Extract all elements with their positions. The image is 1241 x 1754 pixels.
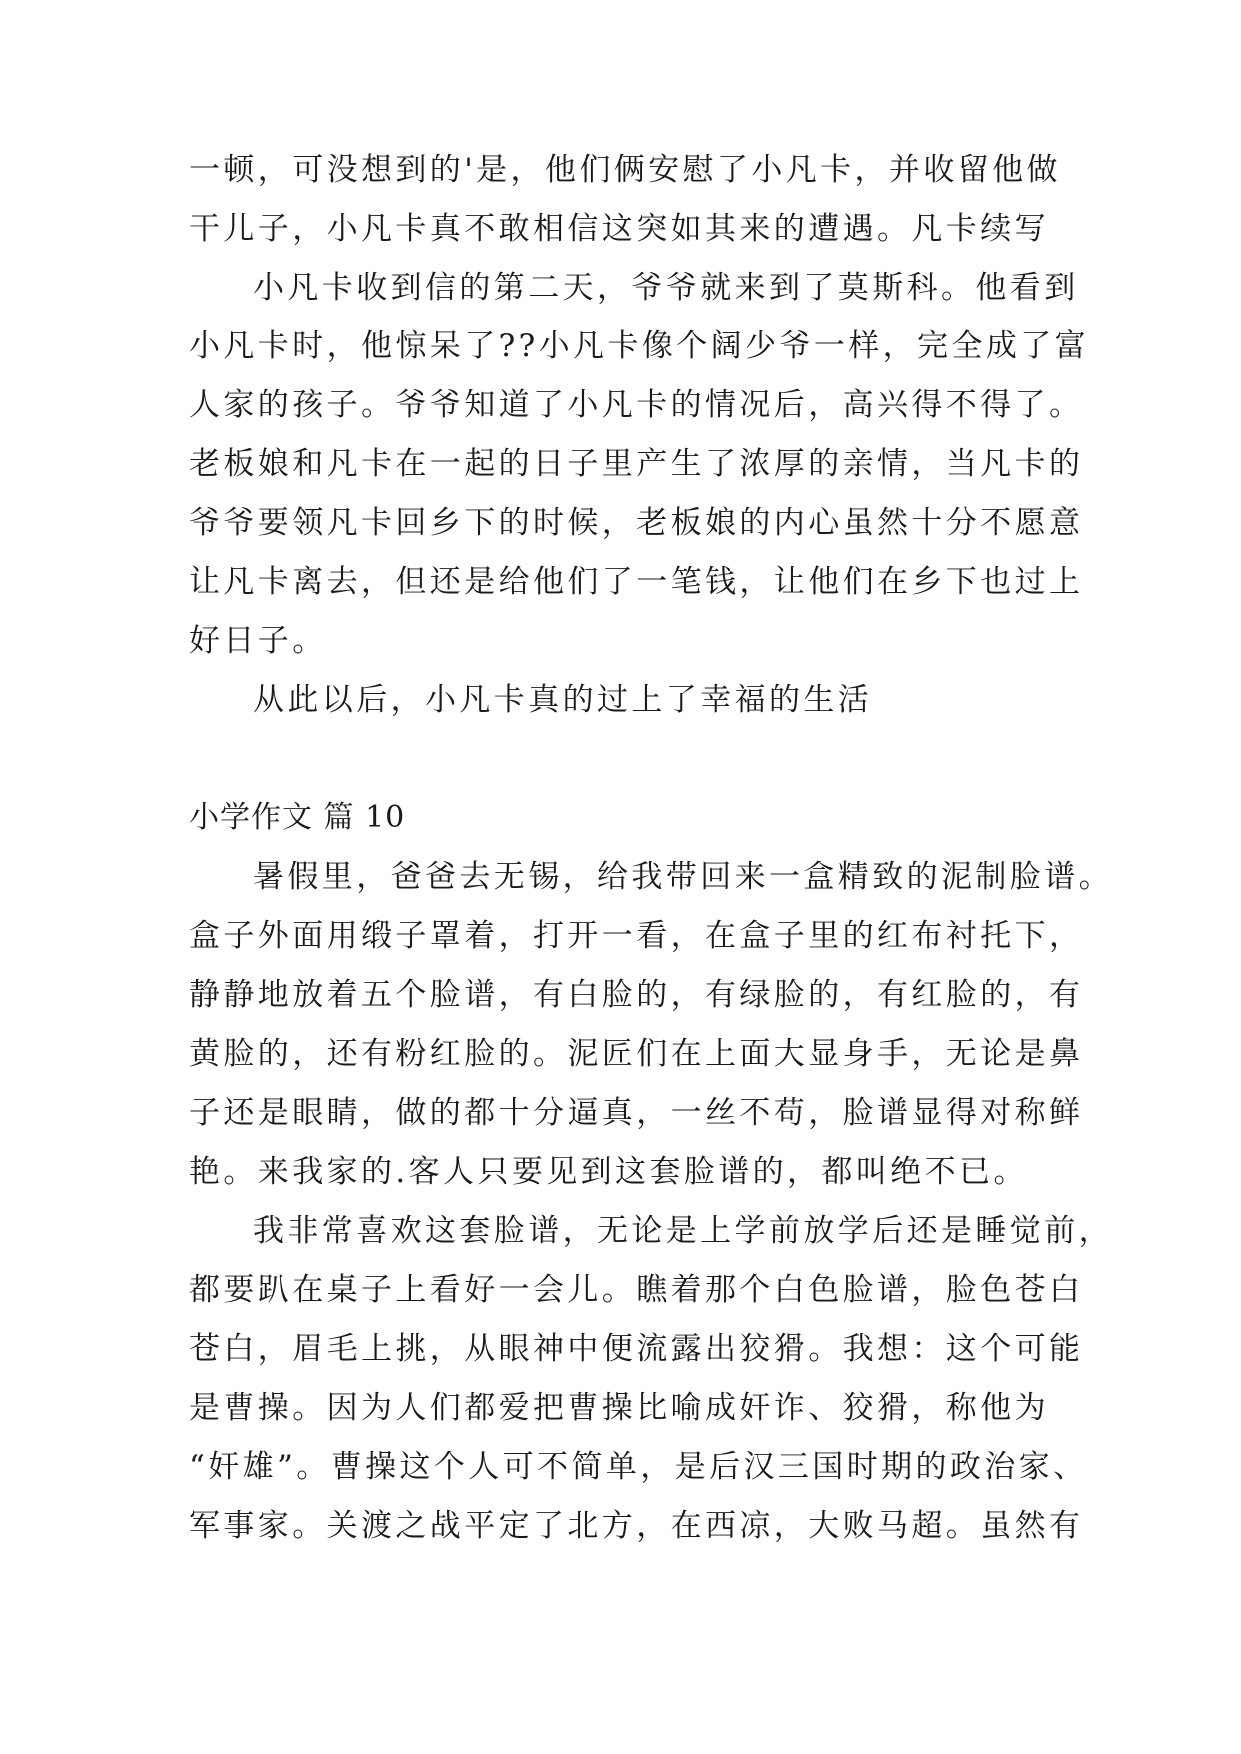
text-line: “奸雄”。曹操这个人可不简单，是后汉三国时期的政治家、 bbox=[189, 1449, 1088, 1485]
text-line: 是曹操。因为人们都爱把曹操比喻成奸诈、狡猾，称他为 bbox=[189, 1390, 1049, 1426]
text-line: 一顿，可没想到的'是，他们俩安慰了小凡卡，并收留他做 bbox=[189, 152, 1061, 188]
text-line: 好日子。 bbox=[189, 623, 327, 659]
text-line: 小凡卡时，他惊呆了??小凡卡像个阔少爷一样，完全成了富 bbox=[189, 328, 1090, 364]
text-line: 让凡卡离去，但还是给他们了一笔钱，让他们在乡下也过上 bbox=[189, 564, 1084, 600]
text-line: 爷爷要领凡卡回乡下的时候，老板娘的内心虽然十分不愿意 bbox=[189, 505, 1084, 541]
text-line: 苍白，眉毛上挑，从眼神中便流露出狡猾。我想：这个可能 bbox=[189, 1331, 1084, 1367]
text-line: 艳。来我家的.客人只要见到这套脸谱的，都叫绝不已。 bbox=[189, 1154, 1028, 1190]
text-line: 盒子外面用缎子罩着，打开一看，在盒子里的红布衬托下， bbox=[189, 918, 1084, 954]
text-line: 静静地放着五个脸谱，有白脸的，有绿脸的，有红脸的，有 bbox=[189, 977, 1084, 1013]
paragraph-first-line: 从此以后，小凡卡真的过上了幸福的生活 bbox=[253, 682, 873, 718]
text-line: 都要趴在桌子上看好一会儿。瞧着那个白色脸谱，脸色苍白 bbox=[189, 1272, 1084, 1308]
paragraph-first-line: 小凡卡收到信的第二天，爷爷就来到了莫斯科。他看到 bbox=[253, 270, 1079, 306]
section-heading: 小学作文 篇 10 bbox=[189, 800, 406, 835]
text-line: 人家的孩子。爷爷知道了小凡卡的情况后，高兴得不得了。 bbox=[189, 387, 1084, 423]
text-line: 子还是眼睛，做的都十分逼真，一丝不苟，脸谱显得对称鲜 bbox=[189, 1095, 1084, 1131]
text-line: 黄脸的，还有粉红脸的。泥匠们在上面大显身手，无论是鼻 bbox=[189, 1036, 1084, 1072]
text-line: 军事家。关渡之战平定了北方，在西凉，大败马超。虽然有 bbox=[189, 1508, 1084, 1544]
text-line: 老板娘和凡卡在一起的日子里产生了浓厚的亲情，当凡卡的 bbox=[189, 446, 1084, 482]
text-line: 干儿子，小凡卡真不敢相信这突如其来的遭遇。凡卡续写 bbox=[189, 211, 1049, 247]
paragraph-first-line: 暑假里，爸爸去无锡，给我带回来一盒精致的泥制脸谱。 bbox=[253, 859, 1113, 895]
paragraph-first-line: 我非常喜欢这套脸谱，无论是上学前放学后还是睡觉前， bbox=[253, 1213, 1113, 1249]
